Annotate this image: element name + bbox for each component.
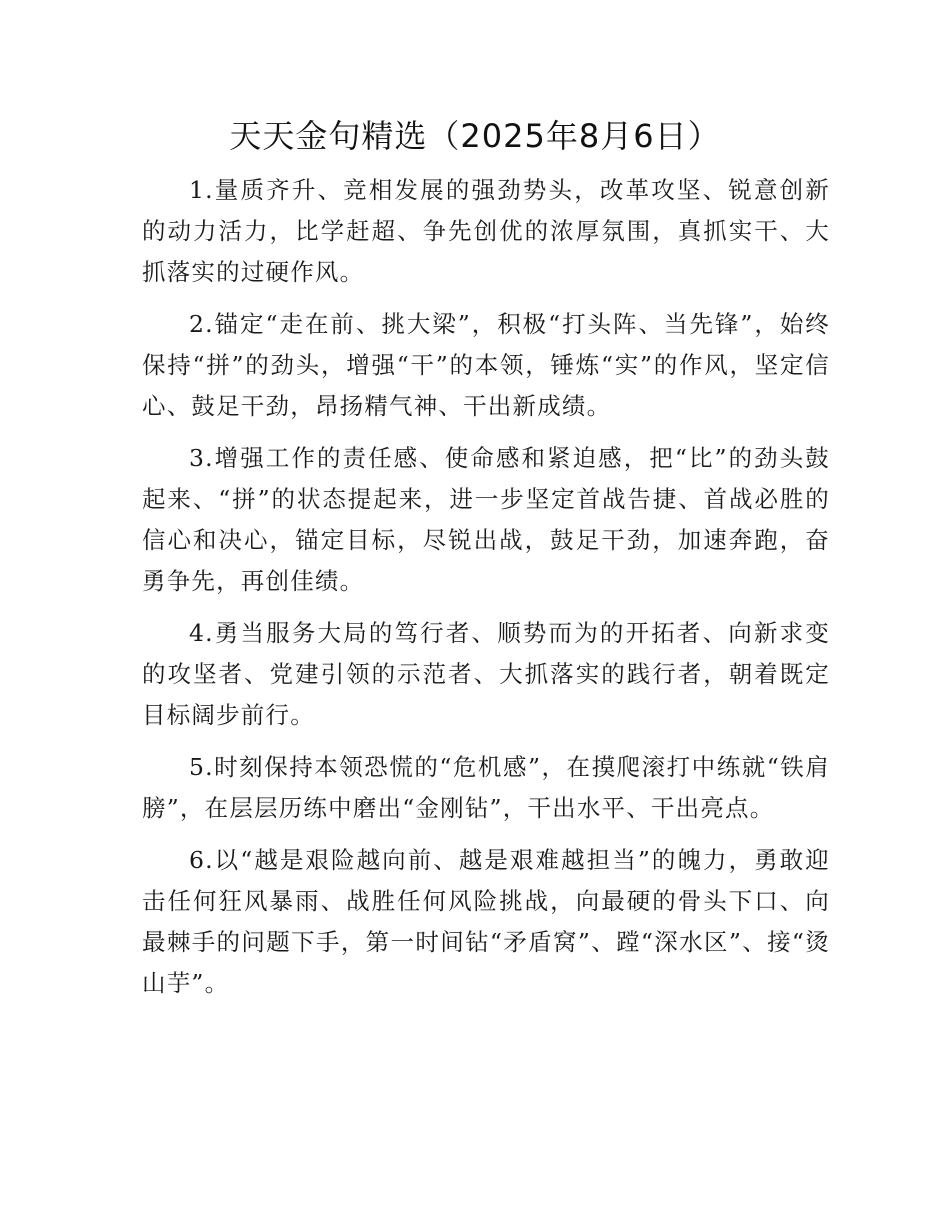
document-title: 天天金句精选（2025年8月6日） (229, 117, 721, 155)
document-body (142, 170, 830, 1015)
paragraph-5: 5.时刻保持本领恐慌的“危机感”，在摸爬滚打中练就“铁肩膀”，在层层历练中磨出“金刚钻”，干出水平、干出亮点。 (142, 753, 830, 822)
paragraph-3: 3.增强工作的责任感、使命感和紧迫感，把“比”的劲头鼓起来、“拼”的状态提起来，进一步坚定首战告捷、首战必胜的信心和决心，锚定目标，尽锐出战，鼓足干劲，加速奔跑，奋勇争先，再创佳绩。 (142, 444, 830, 595)
paragraph-4: 4.勇当服务大局的笃行者、顺势而为的开拓者、向新求变的攻坚者、党建引领的示范者、大抓落实的践行者，朝着既定目标阔步前行。 (142, 619, 830, 729)
paragraph-6: 6.以“越是艰险越向前、越是艰难越担当”的魄力，勇敢迎击任何狂风暴雨、战胜任何风险挑战，向最硬的骨头下口、向最棘手的问题下手，第一时间钻“矛盾窝”、蹚“深水区”、接“烫山芋”。 (142, 846, 830, 997)
paragraph-1: 1.量质齐升、竞相发展的强劲势头，改革攻坚、锐意创新的动力活力，比学赶超、争先创优的浓厚氛围，真抓实干、大抓落实的过硬作风。 (142, 176, 830, 286)
paragraph-2: 2.锚定“走在前、挑大梁”，积极“打头阵、当先锋”，始终保持“拼”的劲头，增强“干”的本领，锤炼“实”的作风，坚定信心、鼓足干劲，昂扬精气神、干出新成绩。 (142, 310, 830, 420)
